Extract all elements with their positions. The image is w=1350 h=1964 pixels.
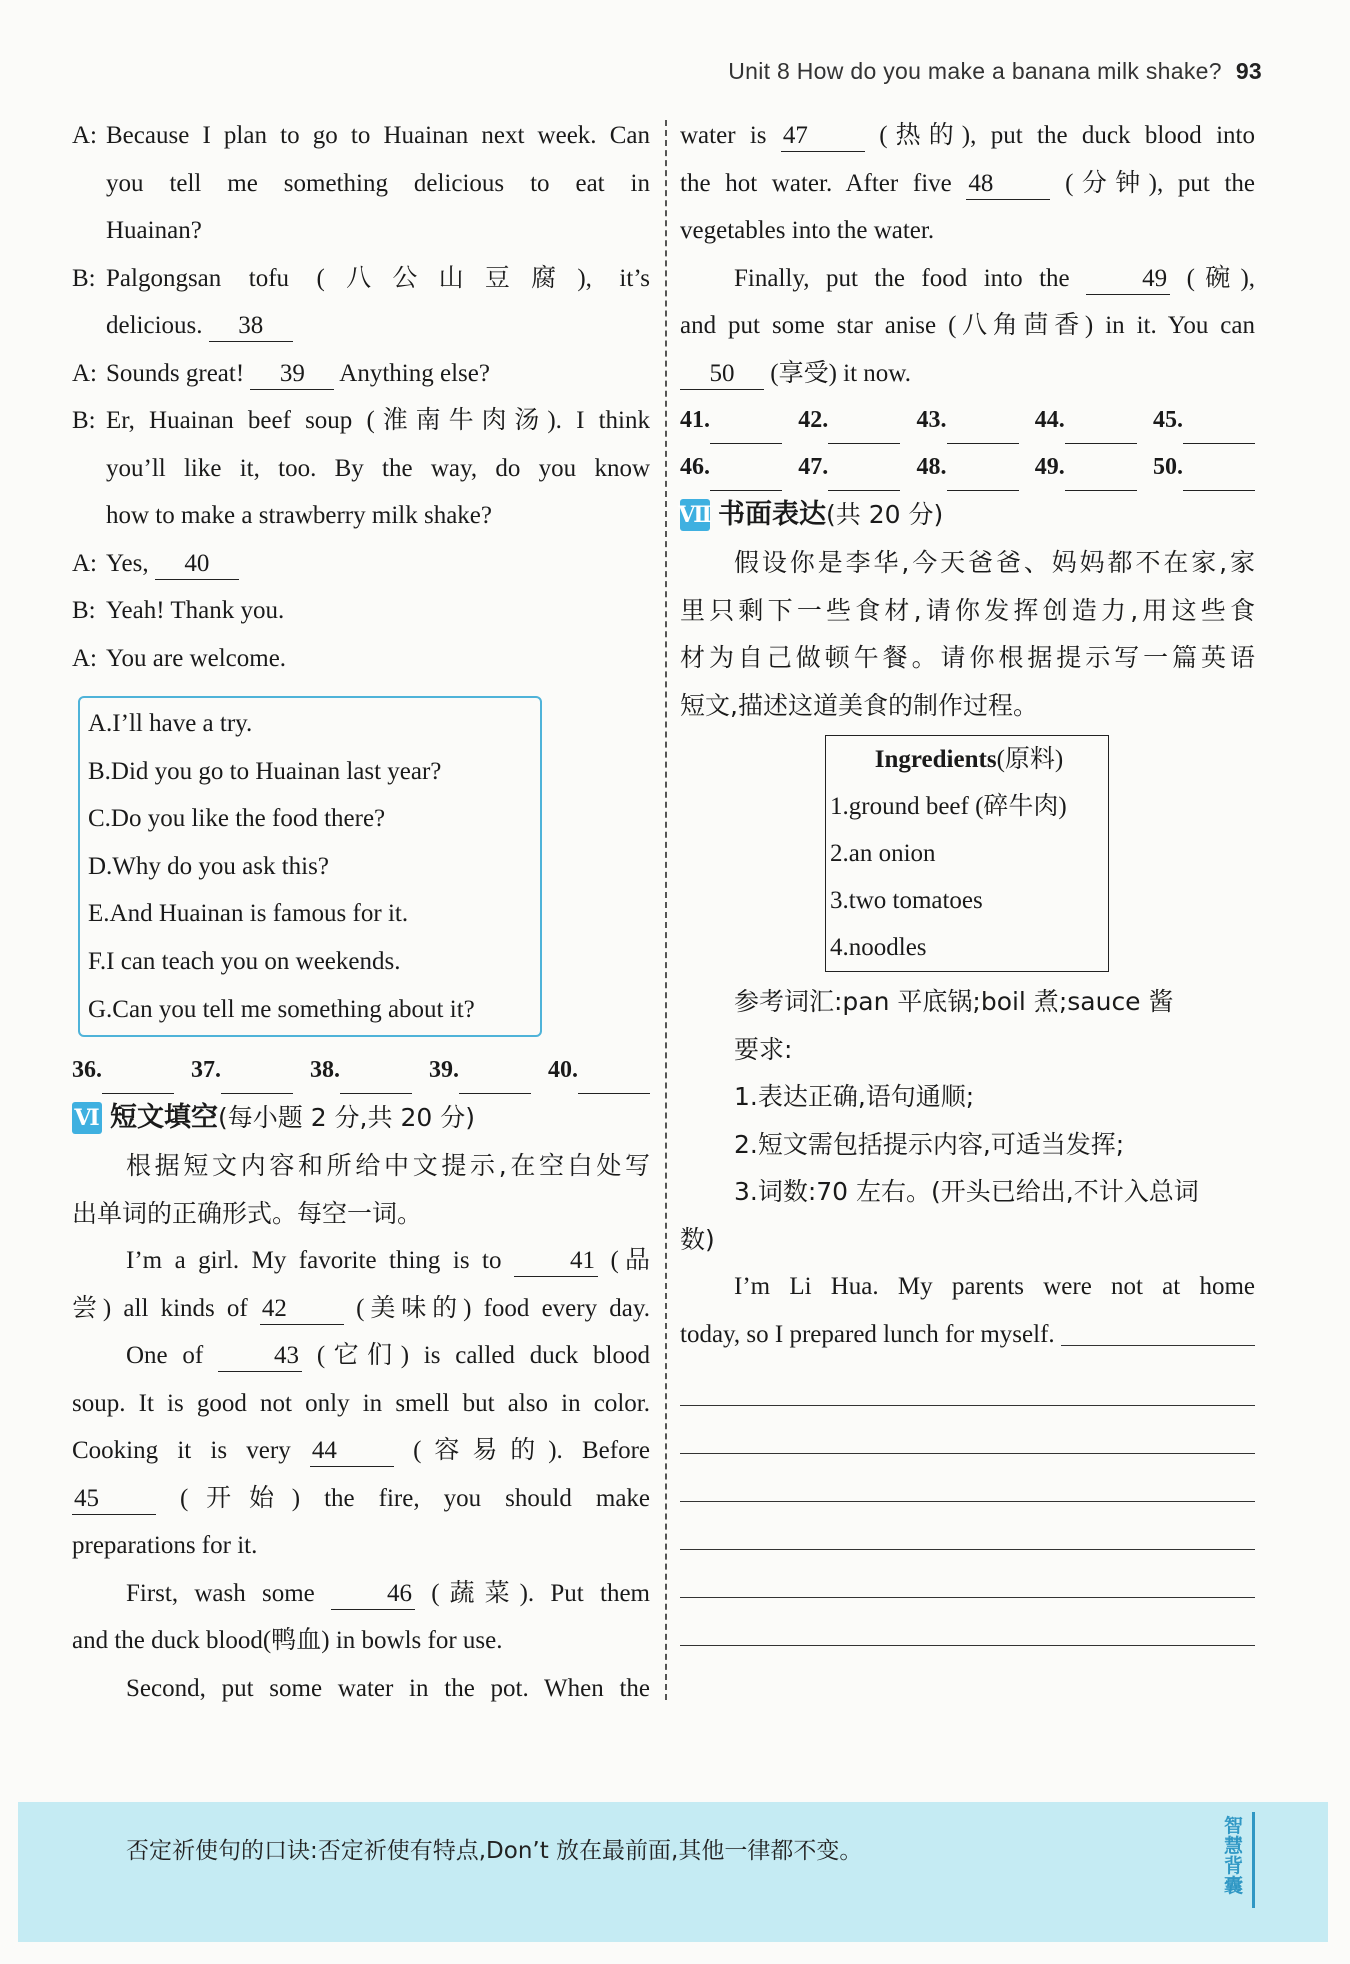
blank-39[interactable]: 39 — [250, 359, 334, 390]
passage-line: Second, put some water in the pot. When the — [126, 1674, 650, 1702]
dialog-line: A: Because I plan to go to Huainan next week. Can — [72, 122, 650, 149]
ingredient-item: 1.ground beef (碎牛肉) — [830, 793, 1067, 820]
dialog-line: you’ll like it, too. By the way, do you know — [106, 454, 650, 482]
left-column — [72, 112, 650, 1712]
blank-40[interactable]: 40 — [155, 549, 239, 580]
answer-blank[interactable] — [947, 415, 1019, 444]
passage-line: preparations for it. — [72, 1532, 258, 1560]
passage-line: and put some star anise (八角茴香) in it. You can — [680, 312, 1255, 339]
writing-line[interactable] — [680, 1454, 1255, 1502]
option-item: F.I can teach you on weekends. — [88, 947, 401, 975]
writing-line[interactable] — [680, 1358, 1255, 1406]
passage-line: Finally, put the food into the 49 (碗), — [680, 255, 1255, 303]
ingredient-item: 4.noodles — [830, 934, 927, 961]
writing-area[interactable] — [680, 1358, 1255, 1646]
answer-blank[interactable] — [221, 1065, 293, 1094]
tip-tag: 智慧背囊 — [1224, 1815, 1244, 1897]
dialog-line: delicious. 38 — [72, 302, 650, 350]
answer-blank[interactable] — [828, 415, 900, 444]
ingredient-item: 2.an onion — [830, 840, 936, 867]
answer-blank[interactable] — [102, 1065, 174, 1094]
right-column — [680, 112, 1255, 1646]
section-6-numeral: Ⅵ — [72, 1102, 102, 1134]
passage-line: 45 (开始) the fire, you should make — [72, 1475, 650, 1523]
dialog-line: you tell me something delicious to eat in — [106, 169, 650, 197]
passage-line: 50 (享受) it now. — [680, 350, 1255, 398]
answer-blank[interactable] — [1183, 415, 1255, 444]
writing-line[interactable] — [680, 1502, 1255, 1550]
option-item: B.Did you go to Huainan last year? — [88, 757, 442, 785]
column-divider — [665, 120, 667, 1700]
passage-line: I’m a girl. My favorite thing is to 41 (品 — [72, 1237, 650, 1285]
grammar-tip: 否定祈使句的口诀:否定祈使有特点,Don’t 放在最前面,其他一律都不变。 — [126, 1838, 863, 1864]
page-header — [728, 58, 1262, 85]
section-6-instruction: 出单词的正确形式。每空一词。 — [72, 1198, 423, 1228]
essay-start: I’m Li Hua. My parents were not at home — [734, 1273, 1255, 1300]
tip-footer — [18, 1802, 1328, 1942]
answer-blank[interactable] — [340, 1065, 412, 1094]
dialog-line: B: Palgongsan tofu (八公山豆腐), it’s — [72, 264, 650, 292]
section-7-numeral: Ⅶ — [680, 499, 710, 531]
dialog-line: B: Yeah! Thank you. — [72, 597, 285, 624]
writing-prompt: 短文,描述这道美食的制作过程。 — [680, 690, 1038, 720]
answer-blank[interactable] — [710, 415, 782, 444]
section-6-instruction: 根据短文内容和所给中文提示,在空白处写 — [126, 1151, 650, 1181]
passage-line: Cooking it is very 44 (容易的). Before — [72, 1427, 650, 1475]
ingredient-item: 3.two tomatoes — [830, 887, 983, 914]
section-7-heading: Ⅶ 书面表达 (共 20 分) — [678, 499, 944, 530]
passage-line: water is 47 (热的), put the duck blood into — [680, 112, 1255, 160]
answer-blank[interactable] — [710, 462, 782, 491]
options-box — [78, 696, 542, 1037]
vocab-hint: 参考词汇:pan 平底锅;boil 煮;sauce 酱 — [734, 987, 1174, 1016]
dialog-line: A: Sounds great! 39 Anything else? — [72, 350, 650, 398]
requirement-item: 3.词数:70 左右。(开头已给出,不计入总词 — [734, 1177, 1199, 1206]
answer-blank[interactable] — [459, 1065, 531, 1094]
passage-line: soup. It is good not only in smell but also in color. — [72, 1389, 650, 1417]
requirement-item-tail: 数) — [680, 1224, 715, 1254]
writing-prompt: 材为自己做顿午餐。请你根据提示写一篇英语 — [680, 643, 1255, 672]
writing-line[interactable] — [680, 1598, 1255, 1646]
passage-line: 尝) all kinds of 42 (美味的) food every day. — [72, 1285, 650, 1333]
writing-line[interactable] — [680, 1406, 1255, 1454]
requirement-item: 2.短文需包括提示内容,可适当发挥; — [734, 1129, 1125, 1159]
dialog-line: Huainan? — [106, 217, 202, 244]
page-number: 93 — [1235, 58, 1262, 84]
dialog — [72, 112, 650, 682]
requirement-item: 1.表达正确,语句通顺; — [734, 1082, 975, 1111]
answer-row-41-45: 41. 42. 43. 44. 45. — [680, 397, 1255, 444]
dialog-line: how to make a strawberry milk shake? — [106, 502, 492, 529]
option-item: D.Why do you ask this? — [88, 852, 329, 880]
blank-44[interactable]: 44 — [310, 1436, 394, 1467]
blank-42[interactable]: 42 — [260, 1294, 344, 1325]
dialog-line: A: Yes, 40 — [72, 540, 650, 588]
blank-50[interactable]: 50 — [680, 359, 764, 390]
blank-43[interactable]: 43 — [218, 1341, 302, 1372]
answer-blank[interactable] — [578, 1065, 650, 1094]
answer-blank[interactable] — [828, 462, 900, 491]
answer-row-46-50: 46. 47. 48. 49. 50. — [680, 444, 1255, 491]
writing-prompt: 里只剩下一些食材,请你发挥创造力,用这些食 — [680, 595, 1255, 625]
blank-45[interactable]: 45 — [72, 1484, 156, 1515]
unit-title: Unit 8 How do you make a banana milk shake? — [728, 58, 1222, 84]
blank-38[interactable]: 38 — [209, 311, 293, 342]
blank-47[interactable]: 47 — [781, 121, 865, 152]
answer-blank[interactable] — [1065, 462, 1137, 491]
answer-blank[interactable] — [1065, 415, 1137, 444]
dialog-line: B: Er, Huainan beef soup (淮南牛肉汤). I think — [72, 407, 650, 434]
essay-start: today, so I prepared lunch for myself. — [680, 1311, 1255, 1359]
passage-line: and the duck blood(鸭血) in bowls for use. — [72, 1627, 503, 1655]
writing-line[interactable] — [1061, 1311, 1255, 1346]
blank-41[interactable]: 41 — [514, 1246, 598, 1277]
option-item: A.I’ll have a try. — [88, 710, 253, 737]
passage-line: One of 43 (它们) is called duck blood — [72, 1332, 650, 1380]
answer-blank[interactable] — [1183, 462, 1255, 491]
ingredients-table — [825, 735, 1109, 972]
tag-bar — [1252, 1812, 1255, 1908]
blank-46[interactable]: 46 — [331, 1579, 415, 1610]
writing-line[interactable] — [680, 1550, 1255, 1598]
ingredients-heading: Ingredients(原料) — [874, 746, 1064, 773]
passage-line: vegetables into the water. — [680, 217, 935, 244]
option-item: C.Do you like the food there? — [88, 805, 386, 833]
requirements-title: 要求: — [734, 1034, 793, 1064]
passage-line: First, wash some 46 (蔬菜). Put them — [72, 1570, 650, 1618]
dialog-line: A: You are welcome. — [72, 644, 287, 672]
option-item: E.And Huainan is famous for it. — [88, 900, 409, 928]
answer-blank[interactable] — [947, 462, 1019, 491]
section-6-heading: Ⅵ 短文填空 (每小题 2 分,共 20 分) — [72, 1094, 650, 1142]
option-item: G.Can you tell me something about it? — [88, 995, 475, 1023]
passage-line: the hot water. After five 48 (分钟), put the — [680, 160, 1255, 208]
blank-48[interactable]: 48 — [966, 169, 1050, 200]
writing-prompt: 假设你是李华,今天爸爸、妈妈都不在家,家 — [734, 548, 1255, 577]
blank-49[interactable]: 49 — [1086, 264, 1170, 295]
answer-row-36-40: 36. 37. 38. 39. 40. — [72, 1047, 650, 1094]
